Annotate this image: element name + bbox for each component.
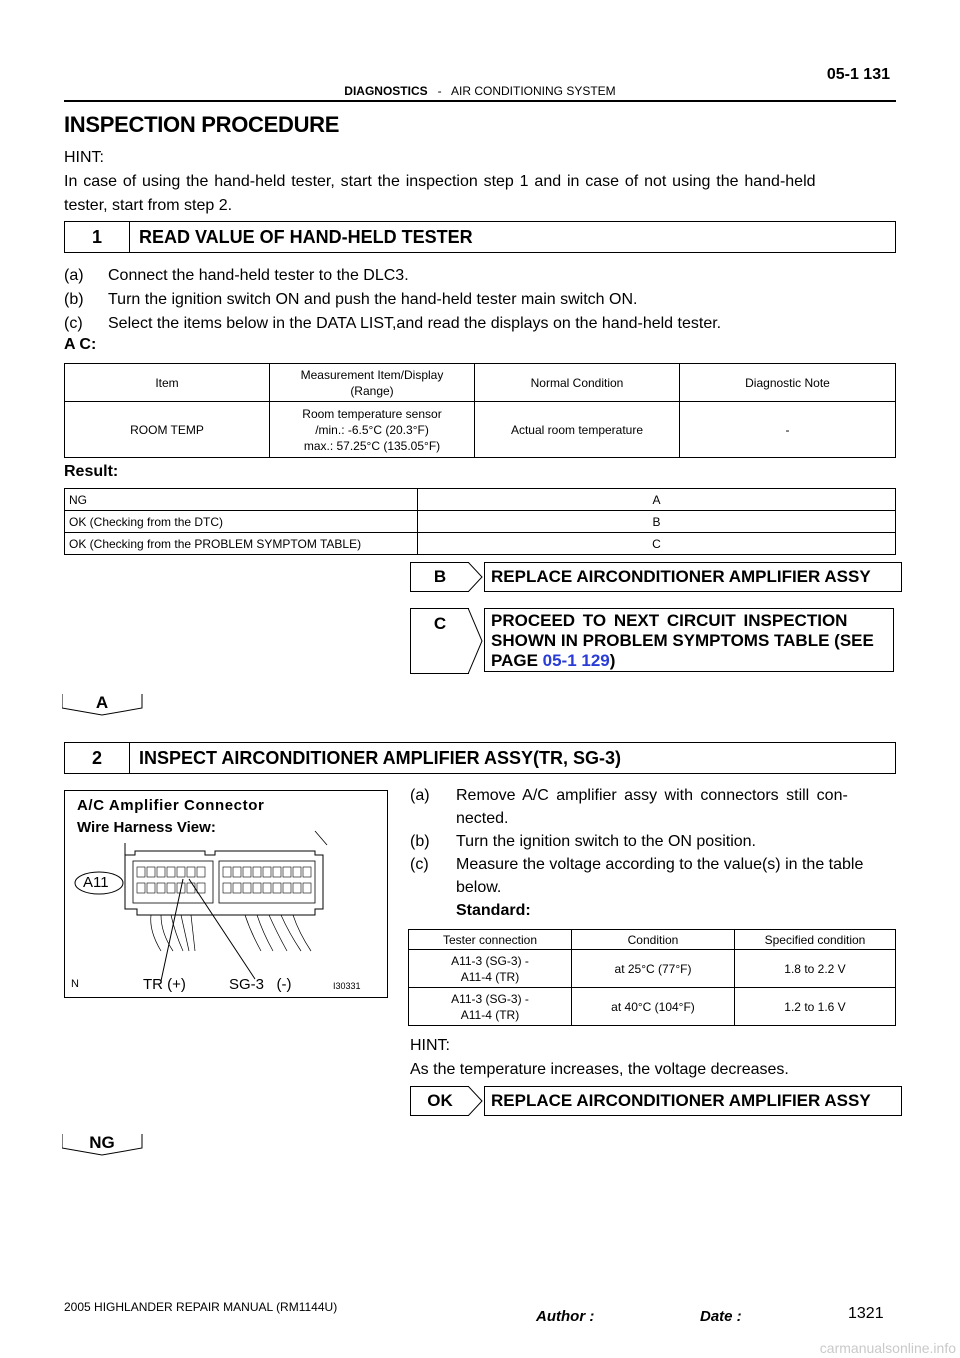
step-1-header bbox=[64, 221, 896, 253]
pin-sg-label: SG-3 (-) bbox=[229, 976, 292, 993]
header-subsection: AIR CONDITIONING SYSTEM bbox=[451, 84, 616, 98]
step-1-item-b bbox=[64, 288, 637, 312]
hint-text-2: As the temperature increases, the voltage decreases. bbox=[410, 1061, 789, 1078]
branch-key: OK bbox=[410, 1086, 469, 1116]
item-label: (c) bbox=[64, 315, 83, 332]
branch-key: A bbox=[95, 693, 109, 712]
header-cell: Diagnostic Note bbox=[680, 364, 896, 402]
hint-line-2: tester, start from step 2. bbox=[64, 197, 233, 214]
hint-label-2: HINT: bbox=[410, 1037, 450, 1054]
step-number: 2 bbox=[65, 743, 130, 773]
step-1-item-a bbox=[64, 264, 409, 288]
footer-date: Date : bbox=[700, 1308, 742, 1325]
step-2-item-a bbox=[410, 784, 896, 807]
standard-label: Standard: bbox=[456, 902, 531, 919]
cell-line: max.: 57.25°C (135.05°F) bbox=[303, 438, 441, 453]
branch-ng-tab bbox=[62, 1134, 142, 1152]
header-cell: Specified condition bbox=[735, 930, 896, 950]
branch-key: NG bbox=[89, 1133, 115, 1152]
branch-text: REPLACE AIRCONDITIONER AMPLIFIER ASSY bbox=[484, 1086, 902, 1116]
step-title: READ VALUE OF HAND-HELD TESTER bbox=[139, 227, 473, 247]
cell-condition: at 25°C (77°F) bbox=[572, 950, 735, 988]
branch-line-post: ) bbox=[609, 651, 616, 670]
cell-line: A11-4 (TR) bbox=[460, 969, 520, 984]
page-code: 05-1 131 bbox=[826, 66, 890, 83]
header-cell: Item bbox=[65, 364, 270, 402]
result-cond: OK (Checking from the DTC) bbox=[65, 511, 418, 533]
result-label: Result: bbox=[64, 463, 119, 480]
cell-line: Room temperature sensor bbox=[302, 406, 442, 421]
table-row bbox=[409, 950, 896, 988]
table-header-row bbox=[409, 930, 896, 950]
item-text: Remove A/C amplifier assy with connectors still con- bbox=[456, 787, 848, 804]
result-cond: NG bbox=[65, 489, 418, 511]
branch-key: C bbox=[410, 608, 469, 674]
branch-c bbox=[410, 608, 896, 674]
cell-line: /min.: -6.5°C (20.3°F) bbox=[315, 422, 429, 437]
item-text-cont: nected. bbox=[456, 810, 509, 827]
branch-line bbox=[491, 651, 893, 671]
cell-spec: 1.8 to 2.2 V bbox=[735, 950, 896, 988]
standard-table bbox=[408, 929, 896, 1026]
header-cell: Normal Condition bbox=[475, 364, 680, 402]
footer-page: 1321 bbox=[848, 1305, 884, 1322]
item-text: Turn the ignition switch to the ON position. bbox=[456, 833, 756, 850]
step-2-items bbox=[410, 784, 896, 922]
hint-line-1: In case of using the hand-held tester, start the inspection step 1 and in case of not using the hand-held bbox=[64, 173, 816, 190]
item-text: Connect the hand-held tester to the DLC3. bbox=[108, 267, 409, 284]
cell-note: - bbox=[680, 402, 896, 458]
item-label: (a) bbox=[64, 267, 84, 284]
branch-line: SHOWN IN PROBLEM SYMPTOMS TABLE (SEE bbox=[491, 631, 874, 650]
header-rule bbox=[64, 100, 896, 102]
branch-line: PROCEED TO NEXT CIRCUIT INSPECTION bbox=[491, 611, 848, 630]
item-text: Select the items below in the DATA LIST,and read the displays on the hand-held tester. bbox=[108, 315, 722, 332]
branch-text bbox=[484, 608, 894, 672]
item-text: Turn the ignition switch ON and push the hand-held tester main switch ON. bbox=[108, 291, 638, 308]
table-row bbox=[65, 489, 896, 511]
connector-diagram bbox=[65, 791, 387, 997]
branch-key: B bbox=[410, 562, 469, 592]
cell-measurement bbox=[270, 402, 475, 458]
header-cell: Tester connection bbox=[409, 930, 572, 950]
header-cell-line: (Range) bbox=[350, 383, 394, 398]
branch-a-tab bbox=[62, 694, 142, 712]
connector-figure bbox=[64, 790, 388, 998]
cell-condition: at 40°C (104°F) bbox=[572, 988, 735, 1026]
branch-text: REPLACE AIRCONDITIONER AMPLIFIER ASSY bbox=[484, 562, 902, 592]
figure-subtitle: Wire Harness View: bbox=[77, 819, 216, 836]
branch-arrow-icon bbox=[468, 608, 484, 674]
result-code: C bbox=[418, 533, 896, 555]
header-section: DIAGNOSTICS bbox=[344, 84, 428, 98]
result-code: B bbox=[418, 511, 896, 533]
branch-b bbox=[410, 562, 896, 592]
page-link[interactable]: 05-1 129 bbox=[542, 651, 610, 670]
result-code: A bbox=[418, 489, 896, 511]
table-row bbox=[409, 988, 896, 1026]
item-text-cont: below. bbox=[456, 879, 502, 896]
cell-item: ROOM TEMP bbox=[65, 402, 270, 458]
cell-line: A11-3 (SG-3) - bbox=[451, 953, 529, 968]
figure-n-mark: N bbox=[71, 978, 79, 990]
watermark: carmanualsonline.info bbox=[819, 1340, 956, 1356]
table-row bbox=[65, 402, 896, 458]
footer-author: Author : bbox=[536, 1308, 595, 1325]
cell-normal: Actual room temperature bbox=[475, 402, 680, 458]
branch-arrow-icon bbox=[468, 1086, 484, 1116]
result-cond: OK (Checking from the PROBLEM SYMPTOM TABLE) bbox=[65, 533, 418, 555]
branch-line-pre: PAGE bbox=[491, 651, 543, 670]
hint-label: HINT: bbox=[64, 149, 104, 166]
header-cell-line: Measurement Item/Display bbox=[300, 367, 444, 382]
page-title: INSPECTION PROCEDURE bbox=[64, 112, 340, 137]
data-list-table bbox=[64, 363, 896, 458]
step-2-item-c bbox=[410, 853, 896, 876]
figure-title: A/C Amplifier Connector bbox=[77, 797, 265, 814]
table-row bbox=[65, 511, 896, 533]
header-cell bbox=[270, 364, 475, 402]
item-label: (b) bbox=[64, 291, 84, 308]
cell-connection bbox=[409, 988, 572, 1026]
step-1-item-c bbox=[64, 312, 721, 336]
cell-spec: 1.2 to 1.6 V bbox=[735, 988, 896, 1026]
result-table bbox=[64, 488, 896, 555]
ac-label: A C: bbox=[64, 336, 97, 353]
header-separator: - bbox=[437, 84, 442, 98]
pin-tr-label: TR (+) bbox=[143, 976, 186, 993]
step-title: INSPECT AIRCONDITIONER AMPLIFIER ASSY(TR, SG-3) bbox=[139, 748, 622, 768]
step-2-item-b bbox=[410, 830, 896, 853]
figure-id: I30331 bbox=[333, 981, 361, 991]
running-header bbox=[0, 84, 960, 98]
header-cell: Condition bbox=[572, 930, 735, 950]
step-number: 1 bbox=[65, 222, 130, 252]
table-row bbox=[65, 533, 896, 555]
footer-manual: 2005 HIGHLANDER REPAIR MANUAL (RM1144U) bbox=[64, 1300, 338, 1314]
item-label: (b) bbox=[410, 833, 430, 850]
cell-line: A11-4 (TR) bbox=[460, 1007, 520, 1022]
item-text: Measure the voltage according to the value(s) in the table bbox=[456, 856, 864, 873]
table-header-row bbox=[65, 364, 896, 402]
connector-label: A11 bbox=[83, 874, 109, 891]
branch-ok bbox=[410, 1086, 896, 1116]
cell-line: A11-3 (SG-3) - bbox=[451, 991, 529, 1006]
branch-arrow-icon bbox=[468, 562, 484, 592]
item-label: (c) bbox=[410, 856, 429, 873]
step-2-header bbox=[64, 742, 896, 774]
item-label: (a) bbox=[410, 787, 430, 804]
cell-connection bbox=[409, 950, 572, 988]
